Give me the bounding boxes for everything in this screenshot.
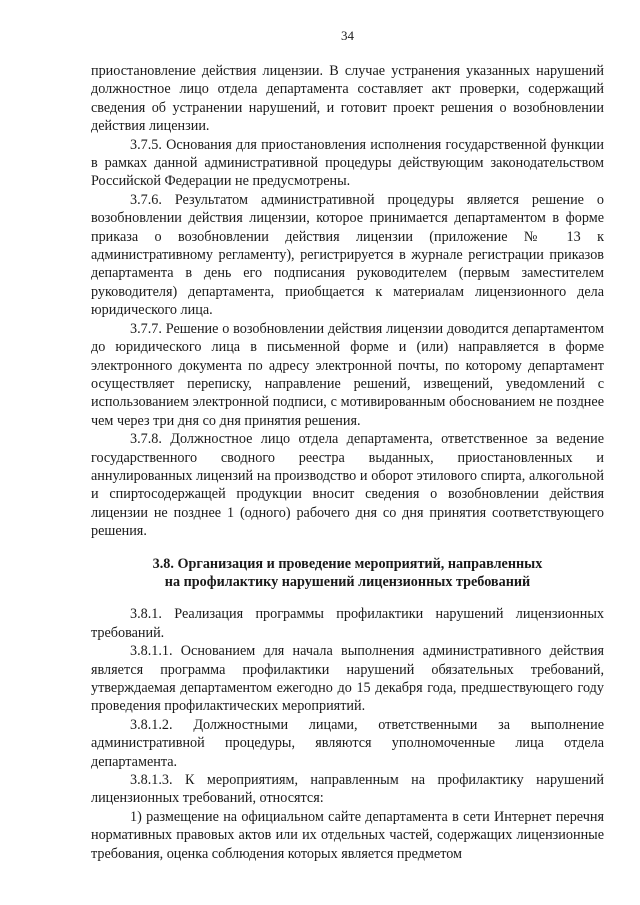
paragraph-continued: приостановление действия лицензии. В случае устранения указанных нарушений должностное лицо отдела департамента составляет акт проверки, содержащий сведения об устранении нарушений, и готовит проект решения о возобновлении действия лицензии. — [91, 63, 604, 135]
section-heading-line-1: 3.8. Организация и проведение мероприятий, направленных — [152, 555, 543, 572]
document-body — [91, 62, 604, 863]
paragraph-3-7-5: 3.7.5. Основания для приостановления исполнения государственной функции в рамках данной административной процедуры действующим законодательством Российской Федерации не предусмотрены. — [91, 136, 604, 190]
paragraph-3-7-7: 3.7.7. Решение о возобновлении действия лицензии доводится департаментом до юридического лица в письменной форме и (или) направляется в форме электронного документа по адресу электронной почты, по которому департамент осуществляет переписку, направление решений, извещений, уведомлений с использованием электронной подписи, с мотивированным обоснованием не позднее чем через три дня со дня принятия решения. — [91, 320, 604, 429]
paragraph-3-7-6: 3.7.6. Результатом административной процедуры является решение о возобновлении действия лицензии, которое принимается департаментом в форме приказа о возобновлении действия лицензии (приложение № 13 к административному регламенту), регистрируется в журнале регистрации приказов департамента в день его подписания руководителем (первым заместителем руководителя) департамента, приобщается к материалам лицензионного дела юридического лица. — [91, 191, 604, 319]
paragraph-3-8-1-1: 3.8.1.1. Основанием для начала выполнения административного действия является программа профилактики нарушений обязательных требований, утверждаемая департаментом ежегодно до 15 декабря года, предшествующего году проведения профилактических мероприятий. — [91, 643, 604, 715]
paragraph-3-8-1-2: 3.8.1.2. Должностными лицами, ответственными за выполнение административной процедуры, являются уполномоченные лица отдела департамента. — [91, 716, 604, 770]
list-item-1: 1) размещение на официальном сайте департамента в сети Интернет перечня нормативных правовых актов или их отдельных частей, содержащих лицензионные требования, оценка соблюдения которых является предметом — [91, 808, 604, 862]
paragraph-3-7-8: 3.7.8. Должностное лицо отдела департамента, ответственное за ведение государственного сводного реестра выданных, приостановленных и аннулированных лицензий на производство и оборот этилового спирта, алкогольной и спиртосодержащей продукции вносит сведения о возобновлении действия лицензии не позднее 1 (одного) рабочего дня со дня принятия соответствующего решения. — [91, 431, 604, 540]
section-heading-3-8 — [91, 555, 604, 592]
page-number: 34 — [341, 28, 354, 43]
paragraph-3-8-1-3: 3.8.1.3. К мероприятиям, направленным на профилактику нарушений лицензионных требований, относятся: — [91, 772, 604, 807]
paragraph-3-8-1: 3.8.1. Реализация программы профилактики нарушений лицензионных требований. — [91, 606, 604, 641]
section-heading-line-2: на профилактику нарушений лицензионных требований — [164, 573, 531, 590]
